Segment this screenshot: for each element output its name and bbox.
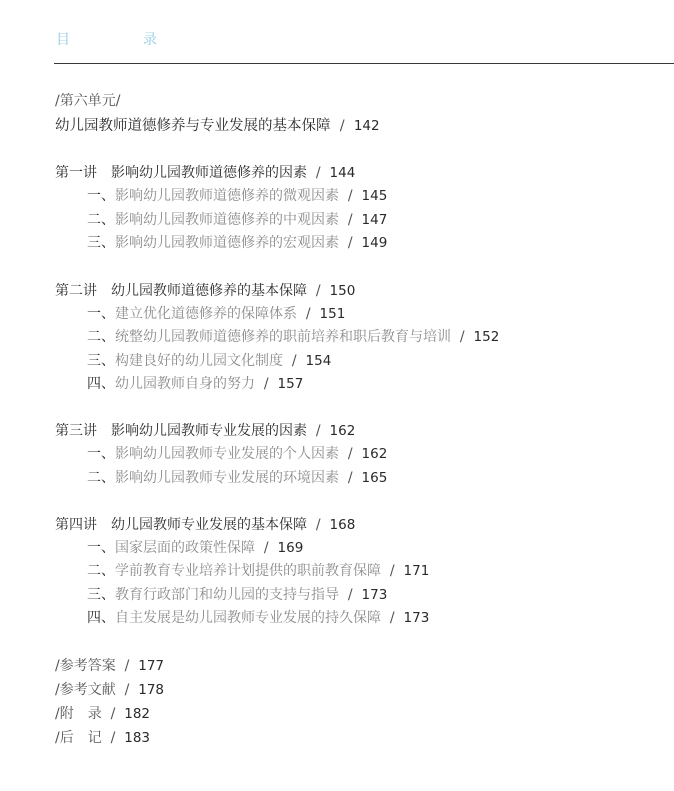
separator: / bbox=[347, 212, 353, 228]
toc-entry-afterword[interactable] bbox=[55, 728, 150, 748]
unit-title: 幼儿园教师道德修养与专业发展的基本保障 bbox=[55, 118, 331, 134]
page-number: 147 bbox=[361, 212, 388, 228]
toc-entry-lecture-2[interactable] bbox=[55, 281, 355, 301]
backmatter-label: /后 记 bbox=[55, 730, 102, 746]
item-text: 教育行政部门和幼儿园的支持与指导 bbox=[115, 587, 339, 603]
item-text: 影响幼儿园教师道德修养的微观因素 bbox=[115, 188, 339, 204]
toc-entry-item[interactable] bbox=[87, 538, 303, 558]
item-number: 四、 bbox=[87, 376, 115, 392]
page-number: 182 bbox=[124, 706, 151, 722]
item-number: 三、 bbox=[87, 353, 115, 369]
toc-entry-item[interactable] bbox=[87, 327, 499, 347]
separator: / bbox=[110, 730, 116, 746]
toc-entry-lecture-3[interactable] bbox=[55, 421, 355, 441]
separator: / bbox=[124, 658, 130, 674]
item-number: 三、 bbox=[87, 235, 115, 251]
separator: / bbox=[315, 283, 321, 299]
separator: / bbox=[110, 706, 116, 722]
item-text: 自主发展是幼儿园教师专业发展的持久保障 bbox=[115, 610, 381, 626]
toc-entry-answers[interactable] bbox=[55, 656, 164, 676]
page-number: 150 bbox=[329, 283, 356, 299]
page-number: 157 bbox=[277, 376, 304, 392]
toc-entry-unit[interactable] bbox=[55, 116, 380, 136]
toc-entry-item[interactable] bbox=[87, 210, 387, 230]
item-number: 二、 bbox=[87, 470, 115, 486]
item-number: 三、 bbox=[87, 587, 115, 603]
separator: / bbox=[347, 470, 353, 486]
toc-entry-item[interactable] bbox=[87, 585, 387, 605]
separator: / bbox=[339, 118, 345, 134]
toc-entry-item[interactable] bbox=[87, 444, 387, 464]
item-number: 二、 bbox=[87, 329, 115, 345]
page-number: 154 bbox=[305, 353, 332, 369]
item-text: 影响幼儿园教师专业发展的环境因素 bbox=[115, 470, 339, 486]
separator: / bbox=[347, 446, 353, 462]
page-number: 162 bbox=[329, 423, 356, 439]
separator: / bbox=[459, 329, 465, 345]
separator: / bbox=[347, 188, 353, 204]
item-number: 二、 bbox=[87, 563, 115, 579]
toc-heading-char-2: 录 bbox=[143, 32, 157, 48]
item-text: 建立优化道德修养的保障体系 bbox=[115, 306, 297, 322]
separator: / bbox=[263, 540, 269, 556]
toc-entry-appendix[interactable] bbox=[55, 704, 150, 724]
item-text: 影响幼儿园教师专业发展的个人因素 bbox=[115, 446, 339, 462]
backmatter-label: /参考文献 bbox=[55, 682, 116, 698]
separator: / bbox=[315, 423, 321, 439]
page-number: 142 bbox=[353, 118, 380, 134]
page-number: 149 bbox=[361, 235, 388, 251]
page-number: 152 bbox=[473, 329, 500, 345]
toc-entry-item[interactable] bbox=[87, 186, 387, 206]
toc-entry-lecture-4[interactable] bbox=[55, 515, 355, 535]
item-text: 幼儿园教师自身的努力 bbox=[115, 376, 255, 392]
unit-label: /第六单元/ bbox=[55, 93, 121, 109]
backmatter-label: /参考答案 bbox=[55, 658, 116, 674]
toc-entry-item[interactable] bbox=[87, 304, 345, 324]
lecture-title: 第一讲 影响幼儿园教师道德修养的因素 bbox=[55, 165, 307, 181]
lecture-title: 第四讲 幼儿园教师专业发展的基本保障 bbox=[55, 517, 307, 533]
item-number: 一、 bbox=[87, 446, 115, 462]
page-number: 168 bbox=[329, 517, 356, 533]
item-number: 二、 bbox=[87, 212, 115, 228]
page-number: 171 bbox=[403, 563, 430, 579]
item-text: 国家层面的政策性保障 bbox=[115, 540, 255, 556]
toc-heading-char-1: 目 bbox=[56, 32, 70, 48]
separator: / bbox=[389, 610, 395, 626]
separator: / bbox=[305, 306, 311, 322]
page-number: 145 bbox=[361, 188, 388, 204]
lecture-title: 第二讲 幼儿园教师道德修养的基本保障 bbox=[55, 283, 307, 299]
page-number: 144 bbox=[329, 165, 356, 181]
toc-entry-item[interactable] bbox=[87, 468, 387, 488]
page-number: 173 bbox=[403, 610, 430, 626]
item-text: 构建良好的幼儿园文化制度 bbox=[115, 353, 283, 369]
separator: / bbox=[315, 165, 321, 181]
toc-entry-lecture-1[interactable] bbox=[55, 163, 355, 183]
separator: / bbox=[315, 517, 321, 533]
separator: / bbox=[347, 235, 353, 251]
toc-entry-item[interactable] bbox=[87, 351, 331, 371]
page-number: 177 bbox=[138, 658, 165, 674]
header-divider bbox=[54, 63, 674, 64]
page-number: 151 bbox=[319, 306, 346, 322]
item-text: 学前教育专业培养计划提供的职前教育保障 bbox=[115, 563, 381, 579]
toc-entry-item[interactable] bbox=[87, 233, 387, 253]
page-number: 169 bbox=[277, 540, 304, 556]
backmatter-label: /附 录 bbox=[55, 706, 102, 722]
separator: / bbox=[124, 682, 130, 698]
lecture-title: 第三讲 影响幼儿园教师专业发展的因素 bbox=[55, 423, 307, 439]
page-number: 173 bbox=[361, 587, 388, 603]
toc-entry-references[interactable] bbox=[55, 680, 164, 700]
toc-entry-item[interactable] bbox=[87, 608, 429, 628]
separator: / bbox=[263, 376, 269, 392]
page-number: 183 bbox=[124, 730, 151, 746]
item-number: 一、 bbox=[87, 540, 115, 556]
page-number: 165 bbox=[361, 470, 388, 486]
toc-entry-item[interactable] bbox=[87, 374, 303, 394]
page-number: 178 bbox=[138, 682, 165, 698]
separator: / bbox=[389, 563, 395, 579]
page-number: 162 bbox=[361, 446, 388, 462]
item-text: 影响幼儿园教师道德修养的中观因素 bbox=[115, 212, 339, 228]
item-number: 四、 bbox=[87, 610, 115, 626]
separator: / bbox=[347, 587, 353, 603]
toc-entry-item[interactable] bbox=[87, 561, 429, 581]
item-number: 一、 bbox=[87, 306, 115, 322]
item-number: 一、 bbox=[87, 188, 115, 204]
item-text: 影响幼儿园教师道德修养的宏观因素 bbox=[115, 235, 339, 251]
separator: / bbox=[291, 353, 297, 369]
item-text: 统整幼儿园教师道德修养的职前培养和职后教育与培训 bbox=[115, 329, 451, 345]
